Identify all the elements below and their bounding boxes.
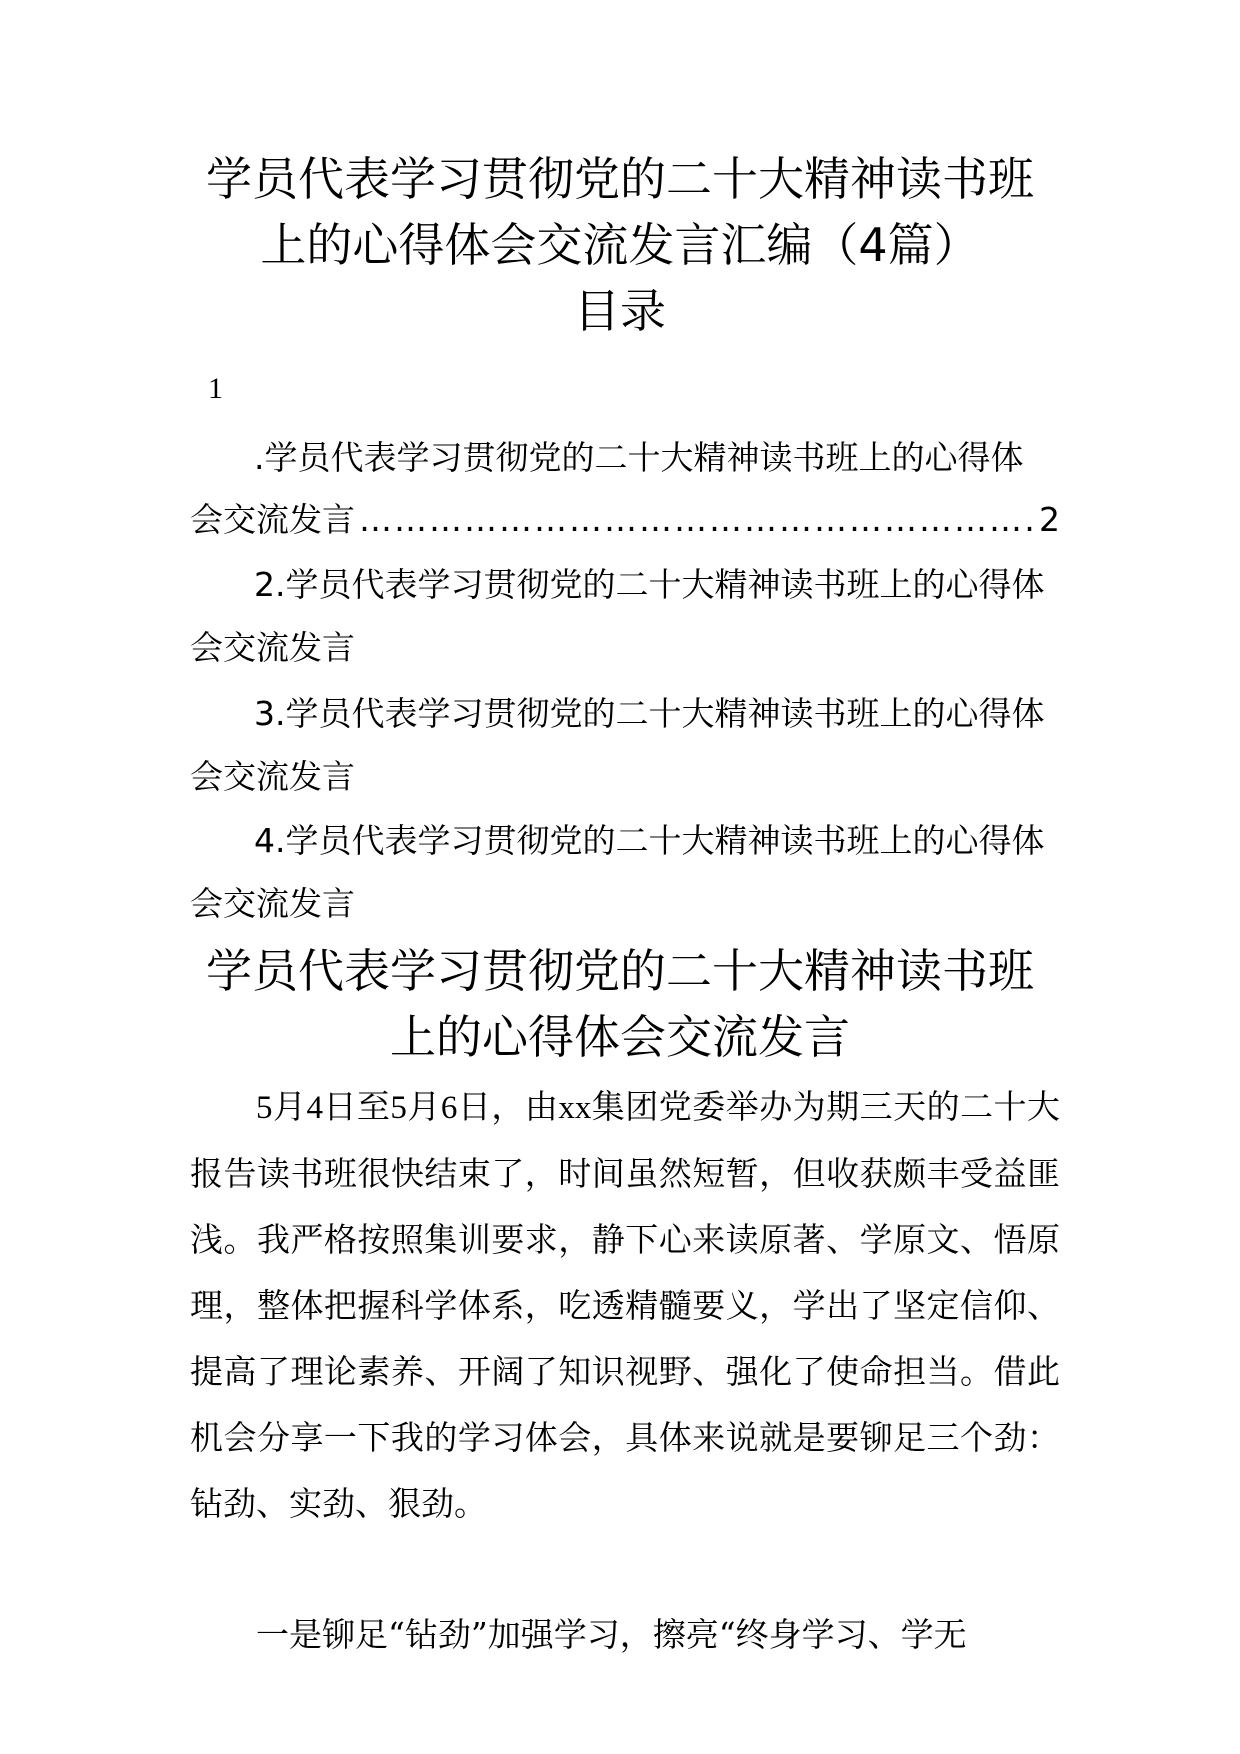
main-title-line-1: 学员代表学习贯彻党的二十大精神读书班 <box>206 152 1034 206</box>
article-paragraph-1 <box>190 1074 1060 1537</box>
toc-item-1-line-2[interactable] <box>190 500 1060 540</box>
toc-item-4-line-2[interactable]: 会交流发言 <box>190 884 355 923</box>
p1-day: 6 <box>440 1090 458 1126</box>
p1-text: 日，由 <box>457 1087 559 1126</box>
p1-text: 集团党委举办为期三天的二十大报告读书班很快结束了，时间虽然短暂，但收获颇丰受益匪浅。我严格按照集训要求，静下心来读原著、学原文、悟原理，整体把握科学体系，吃透精髓要义，学出了坚定信仰、提高了理论素养、开阔了知识视野、强化了使命担当。借此机会分享一下我的学习体会，具体来说就是要铆足三个劲：钻劲、实劲、狠劲。 <box>190 1087 1061 1523</box>
p1-text: 月 <box>406 1087 441 1126</box>
main-title-line-2: 上的心得体会交流发言汇编（4篇） <box>260 218 980 272</box>
toc-item-4-line-1[interactable]: 4.学员代表学习贯彻党的二十大精神读书班上的心得体 <box>254 821 1045 860</box>
toc-item-2-line-2[interactable]: 会交流发言 <box>190 628 355 667</box>
p1-text: 日至 <box>322 1087 391 1126</box>
p1-group-name: xx <box>558 1090 592 1126</box>
toc-item-3-line-2[interactable]: 会交流发言 <box>190 757 355 796</box>
article-title-line-1: 学员代表学习贯彻党的二十大精神读书班 <box>206 944 1034 998</box>
toc-item-1-line-1[interactable]: .学员代表学习贯彻党的二十大精神读书班上的心得体 <box>254 438 1024 477</box>
article-title-line-2: 上的心得体会交流发言 <box>390 1010 850 1064</box>
toc-item-3-line-1[interactable]: 3.学员代表学习贯彻党的二十大精神读书班上的心得体 <box>254 694 1045 733</box>
p1-month: 5 <box>256 1090 273 1126</box>
toc-leader-dots <box>359 500 1035 540</box>
toc-item-2-line-1[interactable]: 2.学员代表学习贯彻党的二十大精神读书班上的心得体 <box>254 565 1045 604</box>
toc-heading: 目录 <box>574 284 666 338</box>
toc-item-1-page: 2 <box>1039 500 1060 539</box>
p1-month: 5 <box>390 1090 407 1126</box>
toc-number: 1 <box>208 372 223 405</box>
p1-day: 4 <box>306 1090 323 1126</box>
toc-item-1-text: 会交流发言 <box>190 500 355 539</box>
p1-text: 月 <box>272 1087 307 1126</box>
article-paragraph-2: 一是铆足“钻劲”加强学习，擦亮“终身学习、学无 <box>256 1615 967 1654</box>
